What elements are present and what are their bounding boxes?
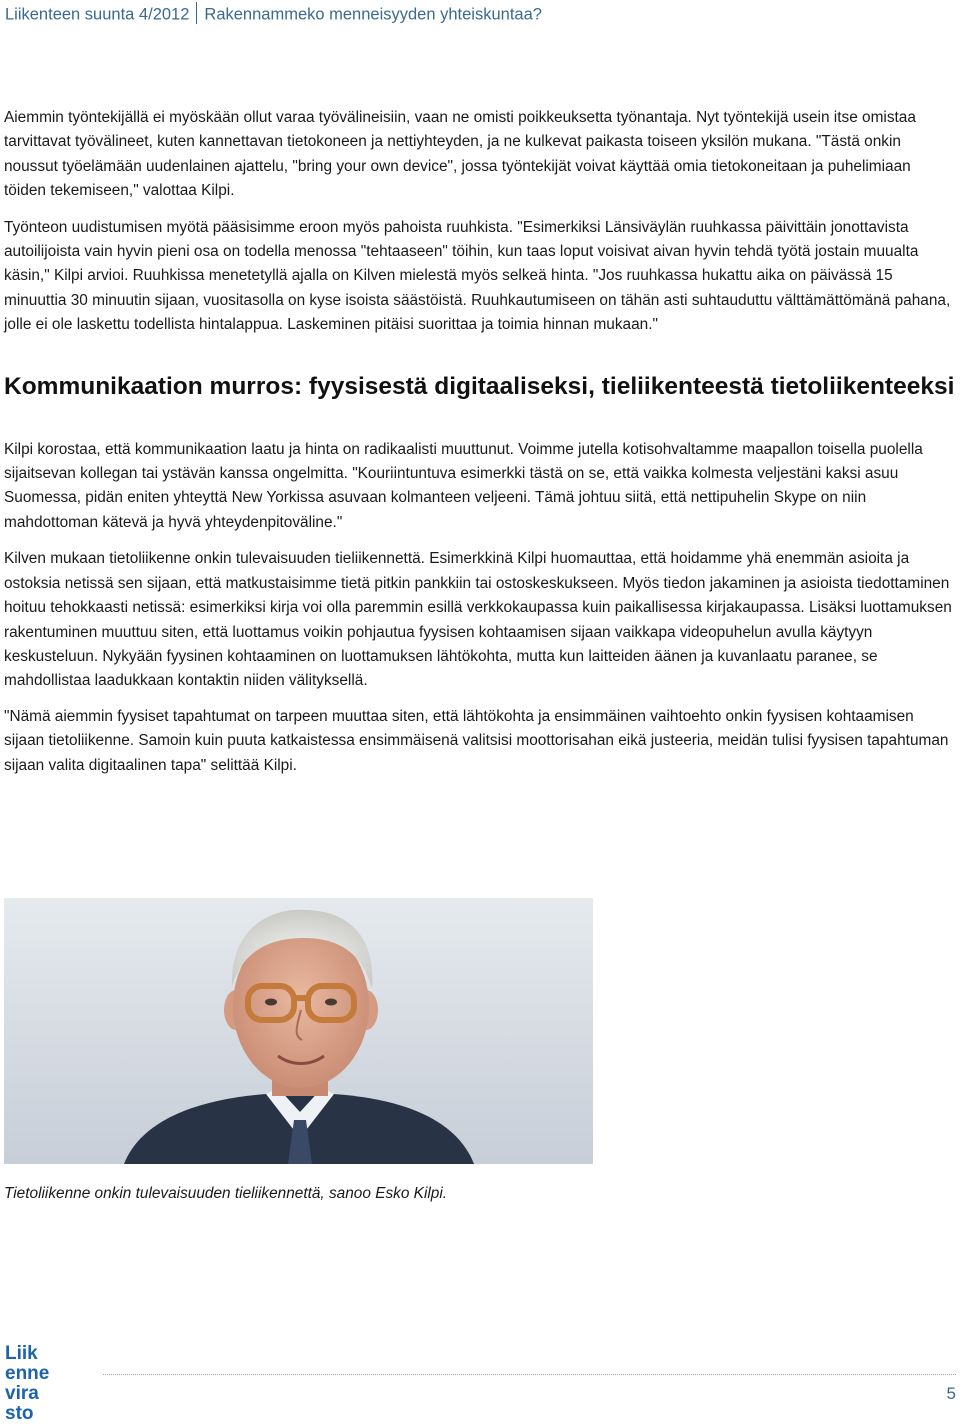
page-header: [5, 4, 542, 26]
logo-line-4: sto: [5, 1403, 34, 1421]
logo-icon: [3, 1341, 83, 1421]
paragraph-4: Kilven mukaan tietoliikenne onkin tulevaisuuden tieliikennettä. Esimerkkinä Kilpi huomauttaa, että hoidamme yhä enemmän asioita ja ostoksia netissä sen sijaan, että matkustaisimme tietä pitkin pankkiin tai ostoskeskukseen. Myös tiedon jakaminen ja asioista tiedottaminen hoituu tehokkaasti netissä: esimerkiksi kirja voi olla paremmin esillä verkkokaupassa kuin paikallisessa kirjakaupassa. Lisäksi luottamuksen rakentuminen muuttuu siten, että luottamus voikin pohjautua fyysisen kohtaamisen sijaan vaikkapa videopuhelun avulla käytyyn keskusteluun. Nykyään fyysinen kohtaaminen on luottamuksen lähtökohta, mutta kun laitteiden äänen ja kuvanlaatu paranee, se mahdollistaa laadukkaan kontaktin niiden välityksellä.: [4, 550, 952, 690]
paragraph-2: Työnteon uudistumisen myötä pääsisimme eroon myös pahoista ruuhkista. "Esimerkiksi Länsiväylän ruuhkassa päivittäin jonottavista autoilijoista vain hyvin pieni osa on todella menossa "tehtaaseen" töihin, kun taas loput voisivat aivan hyvin tehdä työtä jostain muualta käsin," Kilpi arvioi. Ruuhkissa menetetyllä ajalla on Kilven mielestä myös selkeä hinta. "Jos ruuhkassa hukattu aika on päivässä 15 minuuttia 30 minuutin sijaan, vuositasolla on kyse isoista säästöistä. Ruuhkautumiseen on tähän asti suhtauduttu välttämättömänä pahana, jolle ei ole laskettu todellista hintalappua. Laskeminen pitäisi suorittaa ja toimia hinnan mukaan.": [4, 218, 951, 334]
portrait-illustration: [4, 898, 593, 1164]
article-title: Rakennammeko menneisyyden yhteiskuntaa?: [204, 5, 542, 24]
page-number: 5: [946, 1384, 956, 1403]
paragraph-3: Kilpi korostaa, että kommunikaation laatu ja hinta on radikaalisti muuttunut. Voimme jutella kotisohvaltamme maapallon toisella puolella sijaitsevan kollegan tai ystävän kanssa ongelmitta. "Kouriintuntuva esimerkki tästä on se, että vaikka kolmesta veljestäni kaksi asuu Suomessa, pidän eniten yhteyttä New Yorkissa asuvaan kolmanteen veljeeni. Tämä johtuu siitä, että nettipuhelin Skype on niin mahdottoman kätevä ja hyvä yhteydenpitoväline.": [4, 440, 923, 531]
article-body: [4, 106, 956, 778]
issue-title: Liikenteen suunta 4/2012: [5, 5, 190, 24]
logo-line-3: vira: [5, 1383, 39, 1404]
paragraph-5: "Nämä aiemmin fyysiset tapahtumat on tarpeen muuttaa siten, että lähtökohta ja ensimmäinen vaihtoehto onkin fyysisen kohtaamisen sijaan tietoliikenne. Samoin kuin puuta katkaistessa ensimmäisenä valitsisi moottorisahan eikä justeeria, meidän tulisi fyysisen tapahtuman sijaan valita digitaalinen tapa" selittää Kilpi.: [4, 707, 949, 774]
portrait-photo: [4, 898, 593, 1164]
logo-line-1: Liik: [5, 1343, 38, 1364]
paragraph-1: Aiemmin työntekijällä ei myöskään ollut varaa työvälineisiin, vaan ne omisti poikkeuksetta työnantaja. Nyt työntekijä usein itse omistaa tarvittavat työvälineet, kuten kannettavan tietokoneen ja nettiyhteyden, ja ne kulkevat paikasta toiseen yksilön mukana. "Tästä onkin noussut työelämään uudenlainen ajattelu, "bring your own device", jossa työntekijät voivat käyttää omia tietokoneitaan ja puhelimiaan töiden tekemiseen," valottaa Kilpi.: [4, 109, 916, 200]
logo-icon-graphic: [3, 1341, 83, 1421]
header-divider: [196, 2, 197, 24]
section-heading: Kommunikaation murros: fyysisestä digitaaliseksi, tieliikenteestä tietoliikenteeksi: [4, 372, 955, 400]
footer-divider: [103, 1374, 956, 1375]
logo-line-2: enne: [5, 1363, 50, 1384]
photo-caption: Tietoliikenne onkin tulevaisuuden tieliikennettä, sanoo Esko Kilpi.: [4, 1185, 448, 1202]
